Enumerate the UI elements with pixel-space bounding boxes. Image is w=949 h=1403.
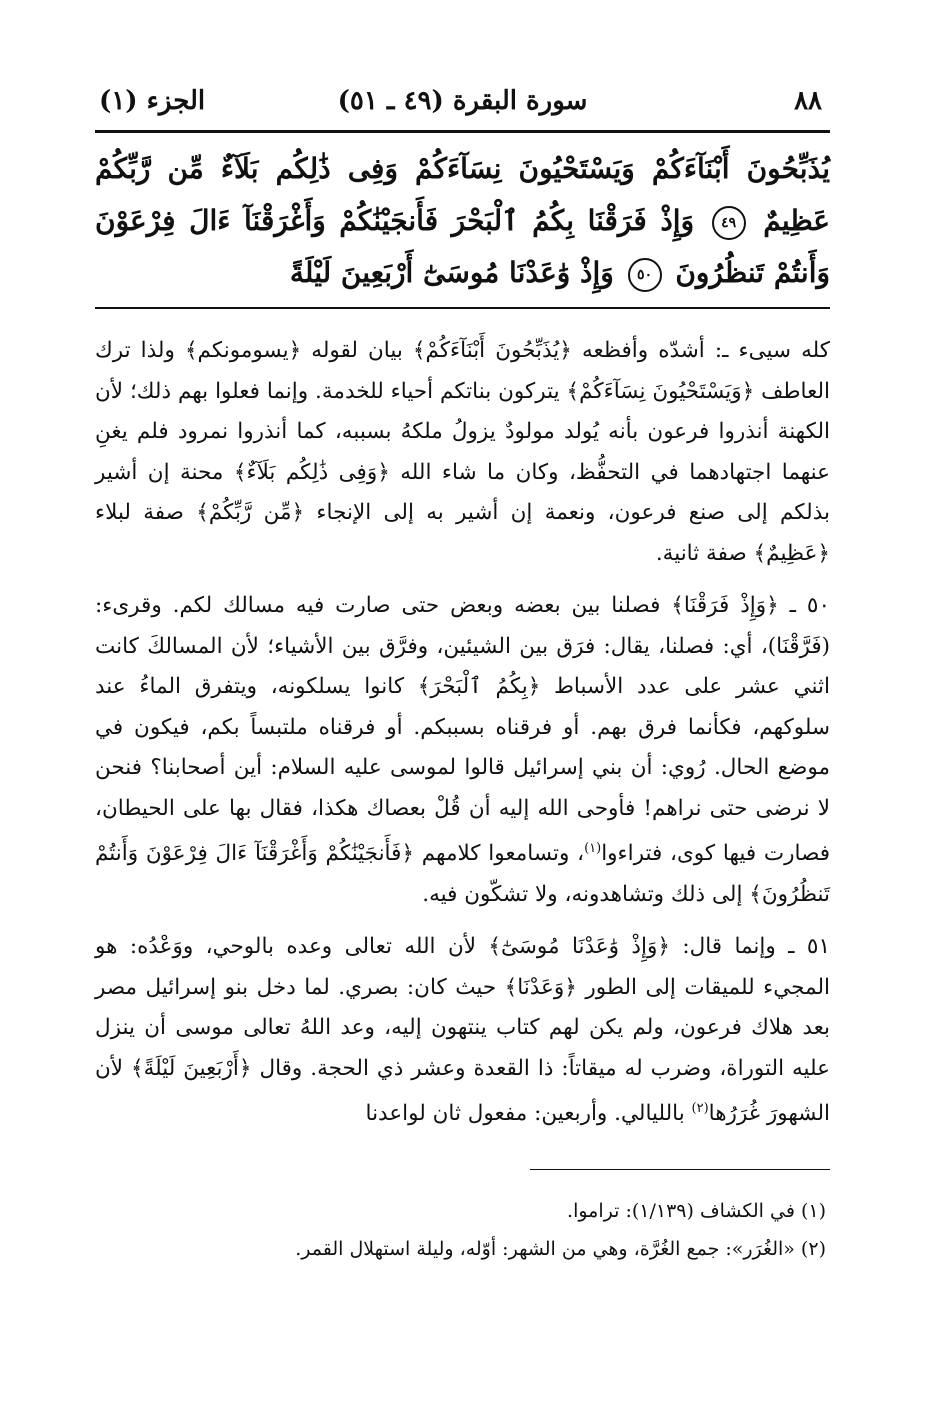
- footnote-ref-1: (١): [584, 841, 602, 856]
- footnote-2: (٢) «الغُرَر»: جمع الغُرَّة، وهي من الشهر: أوّله، وليلة استهلال القمر.: [295, 1237, 826, 1260]
- commentary-paragraph: كله سيىء ـ: أشدّه وأفظعه ﴿يُذَبِّحُونَ أَبْنَآءَكُمْ﴾ بيان لقوله ﴿يسومونكم﴾ ولذا ترك العاطف ﴿وَيَسْتَحْيُونَ نِسَآءَكُمْ﴾ يتركون بناتكم أحياء للخدمة. وإنما فعلوا بهم ذلك؛ لأن الكهنة أنذروا فرعون بأنه يُولد مولودٌ يزولُ ملكهُ بسببه، كما أنذروا نمرود فلم يغنِ عنهما اجتهادهما في التحفُّظ، وكان ما شاء الله ﴿وَفِى ذَٰلِكُم بَلَآءٌ﴾ محنة إن أشير بذلكم إلى صنع فرعون، ونعمة إن أشير به إلى الإنجاء ﴿مِّن رَّبِّكُمْ﴾ صفة لبلاء ﴿عَظِيمٌ﴾ صفة ثانية.: [95, 338, 830, 566]
- footnote-divider: [530, 1169, 830, 1170]
- commentary-paragraph-50: [95, 586, 830, 915]
- page-number: ٨٨: [794, 86, 822, 116]
- juz-label: الجزء (١): [99, 86, 206, 116]
- surah-title: سورة البقرة (٤٩ ـ ٥١): [337, 86, 588, 116]
- verse-marker-49: ٤٩: [712, 206, 746, 240]
- footnote-1: (١) في الكشاف (١/١٣٩): تراموا.: [567, 1199, 826, 1222]
- verse-49-text: يُذَبِّحُونَ أَبْنَآءَكُمْ وَيَسْتَحْيُونَ نِسَآءَكُمْ وَفِى ذَٰلِكُم بَلَآءٌ مِّن رَّبِّكُمْ عَظِيمٌ: [95, 152, 830, 237]
- verse-51-text: وَإِذْ وَٰعَدْنَا مُوسَىٰٓ أَرْبَعِينَ لَيْلَةً: [289, 256, 614, 289]
- paragraph-text: ٥١ ـ وإنما قال: ﴿وَإِذْ وَٰعَدْنَا مُوسَىٰٓ﴾ لأن الله تعالى وعده بالوحي، ووَعْدُه: هو المجيء للميقات إلى الطور ﴿وَعَدْنَا﴾ حيث كان: بصري. لما دخل بنو إسرائيل مصر بعد هلاك فرعون، ولم يكن لهم كتاب ينتهون إليه، وعد اللهُ تعالى موسى أن ينزل عليه التوراة، وضرب له ميقاتاً: ذا القعدة وعشر ذي الحجة. وقال ﴿أَرْبَعِينَ لَيْلَةً﴾ لأن الشهورَ غُرَرُها: [95, 934, 830, 1127]
- verse-marker-50: ٥٠: [628, 258, 662, 292]
- quran-verses: [95, 133, 830, 309]
- paragraph-text-end: ، وتسامعوا كلامهم ﴿فَأَنجَيْنَٰكُمْ وَأَغْرَقْنَآ ءَالَ فِرْعَوْنَ وَأَنتُمْ تَنظُرُونَ﴾ إلى ذلك وتشاهدونه، ولا تشكّون فيه.: [95, 841, 830, 907]
- footnote-ref-2: (٢): [691, 1101, 709, 1117]
- verse-50-text: وَإِذْ فَرَقْنَا بِكُمُ ٱلْبَحْرَ فَأَنجَيْنَٰكُمْ وَأَغْرَقْنَآ ءَالَ فِرْعَوْنَ وَأَنتُمْ تَنظُرُونَ: [95, 204, 830, 289]
- paragraph-text: ٥٠ ـ ﴿وَإِذْ فَرَقْنَا﴾ فصلنا بين بعضه وبعض حتى صارت فيه مسالك لكم. وقرىء: (فَرَّقْنَا)، أي: فصلنا، يقال: فرَق بين الشيئين، وفرَّق بين الأشياء؛ لأن المسالكَ كانت اثني عشر على عدد الأسباط ﴿بِكُمُ ٱلْبَحْرَ﴾ كانوا يسلكونه، ويتفرق الماءُ عند سلوكهم، فكأنما فرق بهم. أو فرقناه بسببكم. أو فرقناه ملتبساً بكم، فيكون في موضع الحال. رُوي: أن بني إسرائيل قالوا لموسى عليه السلام: أين أصحابنا؟ فنحن لا نرضى حتى نراهم! فأوحى الله إليه أن قُلْ بعصاك هكذا، فقال بها على الحيطان، فصارت فيها كوى، فتراءوا: [95, 593, 830, 867]
- paragraph-text-end: بالليالي. وأربعين: مفعول ثان لواعدنا: [365, 1101, 692, 1127]
- commentary: [95, 309, 830, 1135]
- footnotes: [95, 1192, 830, 1268]
- commentary-paragraph-51: [95, 927, 830, 1135]
- page: [95, 80, 830, 1268]
- page-header: [95, 80, 830, 133]
